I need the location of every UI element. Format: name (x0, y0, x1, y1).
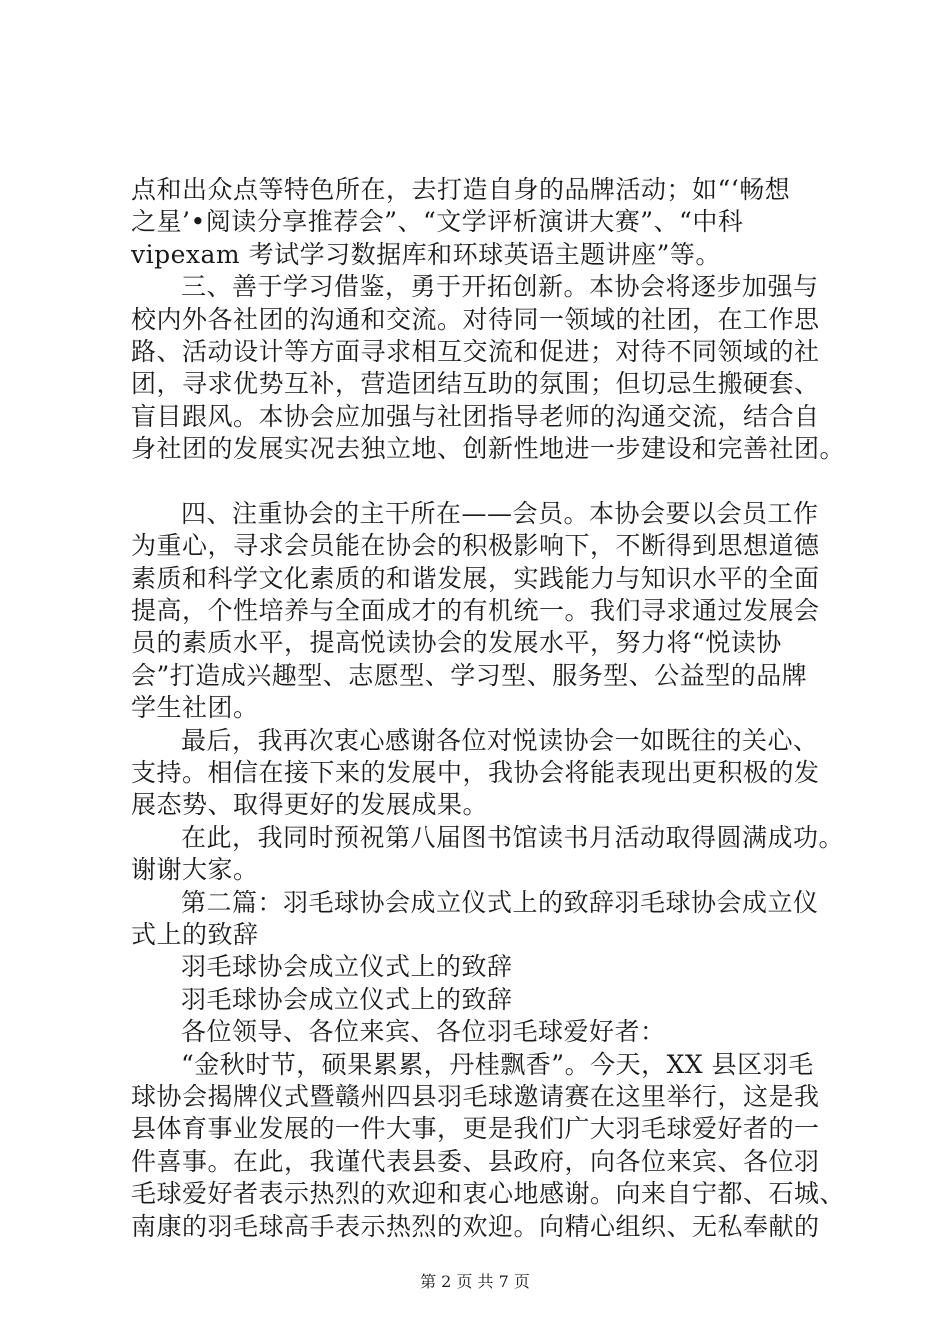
text-line: 南康的羽毛球高手表示热烈的欢迎。向精心组织、无私奉献的 (131, 1211, 820, 1241)
text-line: “金秋时节，硕果累累，丹桂飘香”。今天，XX 县区羽毛 (181, 1049, 814, 1079)
text-line: 点和出众点等特色所在，去打造自身的品牌活动；如“‘畅想 (131, 175, 791, 204)
text-line: vipexam 考试学习数据库和环球英语主题讲座”等。 (131, 239, 721, 269)
text-line: 身社团的发展实况去独立地、创新性地进一步建设和完善社团。 (131, 434, 846, 464)
paragraph-spacer (131, 466, 831, 498)
paragraph-thanks (131, 725, 831, 822)
paragraph-wishes (131, 822, 845, 887)
text-line: 毛球爱好者表示热烈的欢迎和衷心地感谢。向来自宁都、石城、 (131, 1179, 846, 1209)
salutation: 各位领导、各位来宾、各位羽毛球爱好者： (181, 1017, 666, 1047)
text-line: 盲目跟风。本协会应加强与社团指导老师的沟通交流，结合自 (131, 401, 820, 431)
text-line: 三、善于学习借鉴，勇于开拓创新。本协会将逐步加强与 (181, 272, 819, 302)
paragraph-learning-innovation (131, 271, 846, 465)
text-line: 团，寻求优势互补，营造团结互助的氛围；但切忌生搬硬套、 (131, 369, 820, 399)
paragraph-members (131, 498, 831, 725)
text-line: 学生社团。 (131, 693, 259, 723)
text-line: 谢谢大家。 (131, 855, 259, 885)
text-line: 四、注重协会的主干所在——会员。本协会要以会员工作 (181, 498, 819, 528)
text-line: 会”打造成兴趣型、志愿型、学习型、服务型、公益型的品牌 (131, 660, 808, 690)
text-line: 第二篇：羽毛球协会成立仪式上的致辞羽毛球协会成立仪 (181, 887, 819, 917)
page-number-footer: 第 2 页 共 7 页 (420, 1272, 530, 1291)
text-line: 件喜事。在此，我谨代表县委、县政府，向各位来宾、各位羽 (131, 1146, 820, 1176)
paragraph-brand-activities (131, 174, 831, 271)
text-line: 素质和科学文化素质的和谐发展，实践能力与知识水平的全面 (131, 563, 820, 593)
speech-title: 羽毛球协会成立仪式上的致辞 (181, 952, 513, 982)
text-line: 支持。相信在接下来的发展中，我协会将能表现出更积极的发 (131, 758, 820, 788)
text-line: 校内外各社团的沟通和交流。对待同一领域的社团，在工作思 (131, 304, 820, 334)
document-body (131, 174, 846, 1243)
text-line: 展态势、取得更好的发展成果。 (131, 790, 489, 820)
text-line: 式上的致辞 (131, 919, 259, 949)
text-line: 球协会揭牌仪式暨赣州四县羽毛球邀请赛在这里举行，这是我 (131, 1081, 820, 1111)
text-line: 之星’•阅读分享推荐会”、“文学评析演讲大赛”、“中科 (131, 207, 744, 237)
text-line: 路、活动设计等方面寻求相互交流和促进；对待不同领域的社 (131, 336, 820, 366)
text-line: 员的素质水平，提高悦读协会的发展水平，努力将“悦读协 (131, 628, 782, 658)
speech-title: 羽毛球协会成立仪式上的致辞 (181, 984, 513, 1014)
text-line: 提高，个性培养与全面成才的有机统一。我们寻求通过发展会 (131, 596, 820, 626)
text-line: 最后，我再次衷心感谢各位对悦读协会一如既往的关心、 (181, 725, 819, 755)
text-line: 为重心，寻求会员能在协会的积极影响下，不断得到思想道德 (131, 531, 820, 561)
paragraph-section-heading (131, 887, 831, 952)
text-line: 在此，我同时预祝第八届图书馆读书月活动取得圆满成功。 (181, 822, 845, 852)
paragraph-opening (131, 1049, 846, 1243)
text-line: 县体育事业发展的一件大事，更是我们广大羽毛球爱好者的一 (131, 1114, 820, 1144)
